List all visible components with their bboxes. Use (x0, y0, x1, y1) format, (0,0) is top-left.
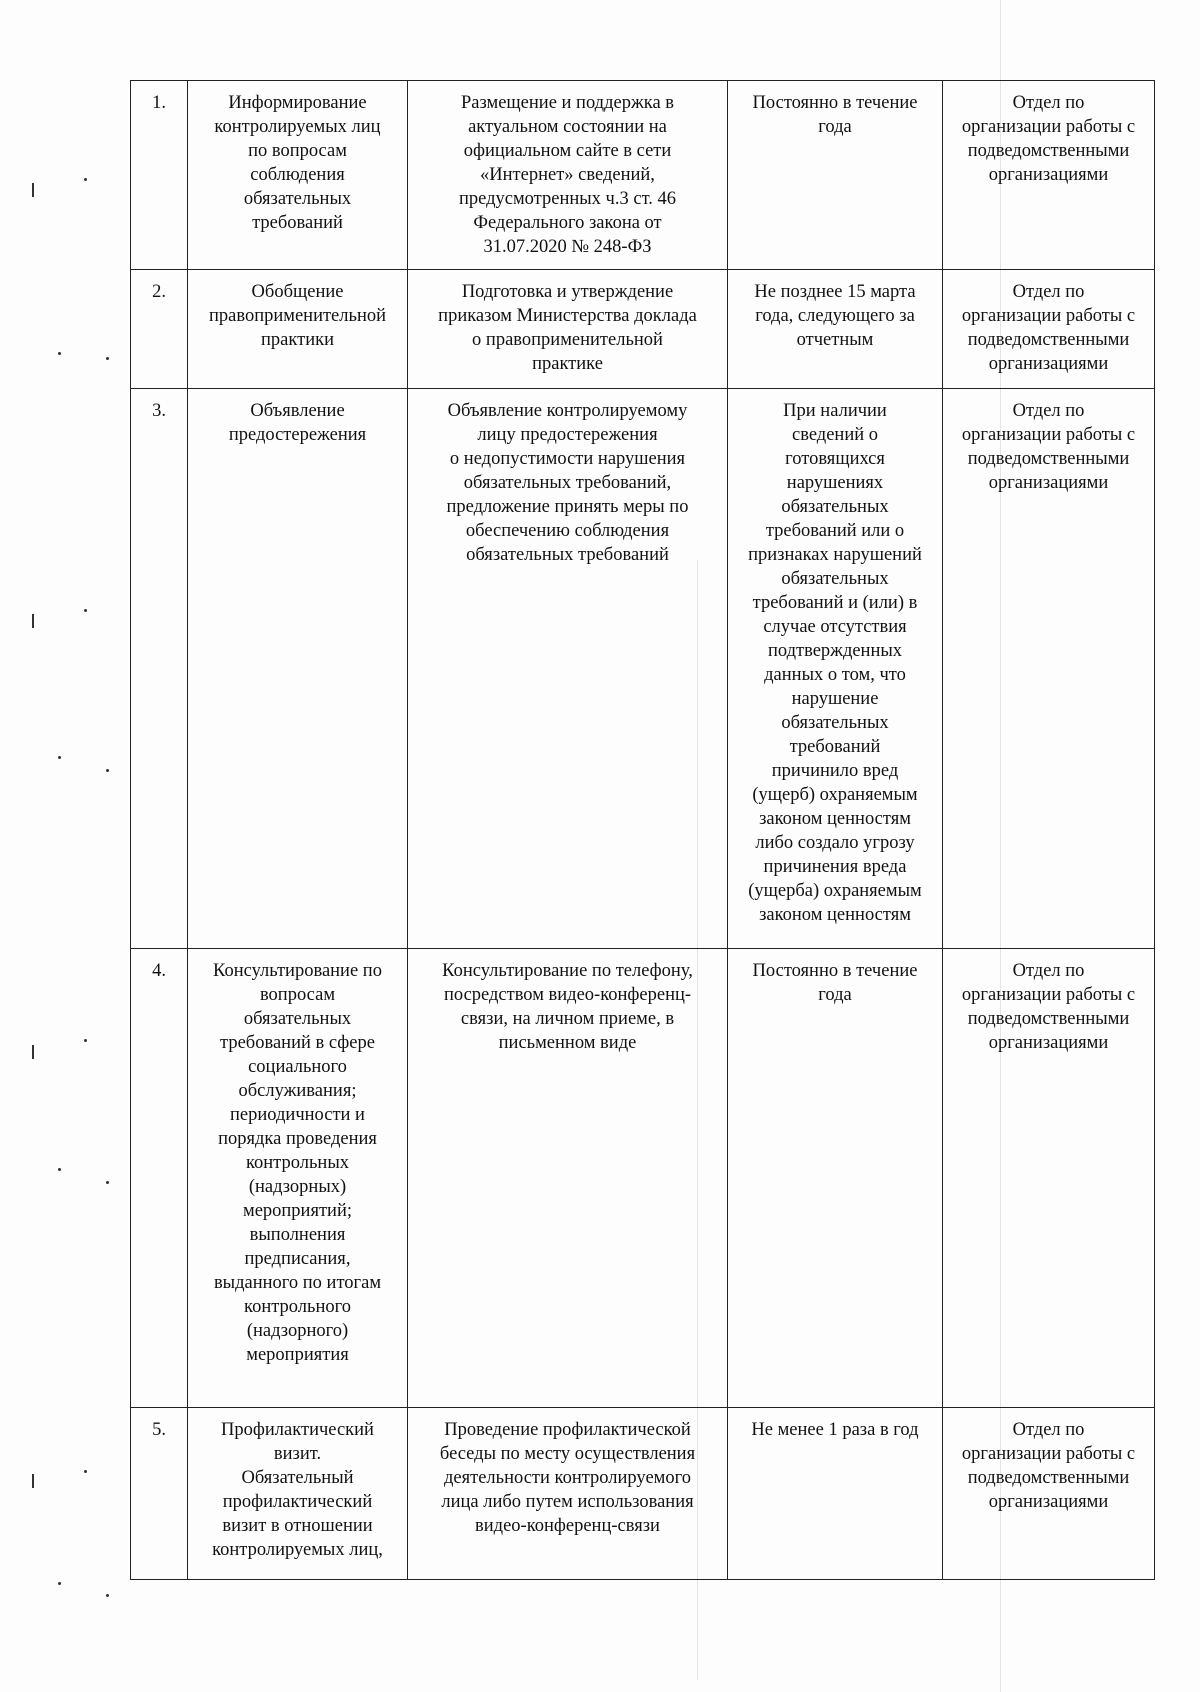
margin-dot (106, 769, 109, 772)
margin-dot (106, 357, 109, 360)
margin-dot (84, 178, 87, 181)
margin-mark (32, 614, 34, 628)
row-number: 3. (131, 389, 188, 949)
responsible-unit: Отдел по организации работы с подведомственными организациями (943, 270, 1155, 389)
margin-dot (106, 1181, 109, 1184)
margin-dot (106, 1594, 109, 1597)
measure-description: Размещение и поддержка в актуальном состоянии на официальном сайте в сети «Интернет» сведений, предусмотренных ч.3 ст. 46 Федерального закона от 31.07.2020 № 248-ФЗ (408, 81, 728, 270)
measure-description: Подготовка и утверждение приказом Министерства доклада о правоприменительной практике (408, 270, 728, 389)
margin-mark (32, 1045, 34, 1059)
margin-mark (32, 183, 34, 197)
measure-description: Объявление контролируемому лицу предостережения о недопустимости нарушения обязательных требований, предложение принять меры по обеспечению соблюдения обязательных требований (408, 389, 728, 949)
measure-term: При наличии сведений о готовящихся нарушениях обязательных требований или о признаках нарушений обязательных требований и (или) в случае отсутствия подтвержденных данных о том, что нарушение обязательных требований причинило вред (ущерб) охраняемым законом ценностям либо создало угрозу причинения вреда (ущерба) охраняемым законом ценностям (728, 389, 943, 949)
measure-term: Постоянно в течение года (728, 81, 943, 270)
table-row (131, 1408, 1155, 1580)
measure-name: Информирование контролируемых лиц по вопросам соблюдения обязательных требований (188, 81, 408, 270)
row-number: 2. (131, 270, 188, 389)
table-row (131, 81, 1155, 270)
table-row (131, 270, 1155, 389)
prevention-measures-table (130, 80, 1155, 1580)
responsible-unit: Отдел по организации работы с подведомственными организациями (943, 1408, 1155, 1580)
margin-dot (84, 1039, 87, 1042)
measure-term: Не позднее 15 марта года, следующего за отчетным (728, 270, 943, 389)
measure-name: Объявление предостережения (188, 389, 408, 949)
responsible-unit: Отдел по организации работы с подведомственными организациями (943, 389, 1155, 949)
responsible-unit: Отдел по организации работы с подведомственными организациями (943, 81, 1155, 270)
margin-dot (58, 756, 61, 759)
measure-term: Не менее 1 раза в год (728, 1408, 943, 1580)
row-number: 5. (131, 1408, 188, 1580)
table-row (131, 949, 1155, 1408)
measure-name: Обобщение правоприменительной практики (188, 270, 408, 389)
margin-dot (58, 1582, 61, 1585)
margin-dot (84, 609, 87, 612)
margin-dot (58, 1168, 61, 1171)
measure-description: Проведение профилактической беседы по месту осуществления деятельности контролируемого лица либо путем использования видео-конференц-связи (408, 1408, 728, 1580)
table-row (131, 389, 1155, 949)
margin-dot (84, 1470, 87, 1473)
row-number: 4. (131, 949, 188, 1408)
margin-dot (58, 352, 61, 355)
row-number: 1. (131, 81, 188, 270)
measure-name: Консультирование по вопросам обязательных требований в сфере социального обслуживания; периодичности и порядка проведения контрольных (надзорных) мероприятий; выполнения предписания, выданного по итогам контрольного (надзорного) мероприятия (188, 949, 408, 1408)
measure-name: Профилактический визит. Обязательный профилактический визит в отношении контролируемых лиц, (188, 1408, 408, 1580)
measure-term: Постоянно в течение года (728, 949, 943, 1408)
responsible-unit: Отдел по организации работы с подведомственными организациями (943, 949, 1155, 1408)
measure-description: Консультирование по телефону, посредством видео-конференц- связи, на личном приеме, в письменном виде (408, 949, 728, 1408)
margin-mark (32, 1474, 34, 1488)
